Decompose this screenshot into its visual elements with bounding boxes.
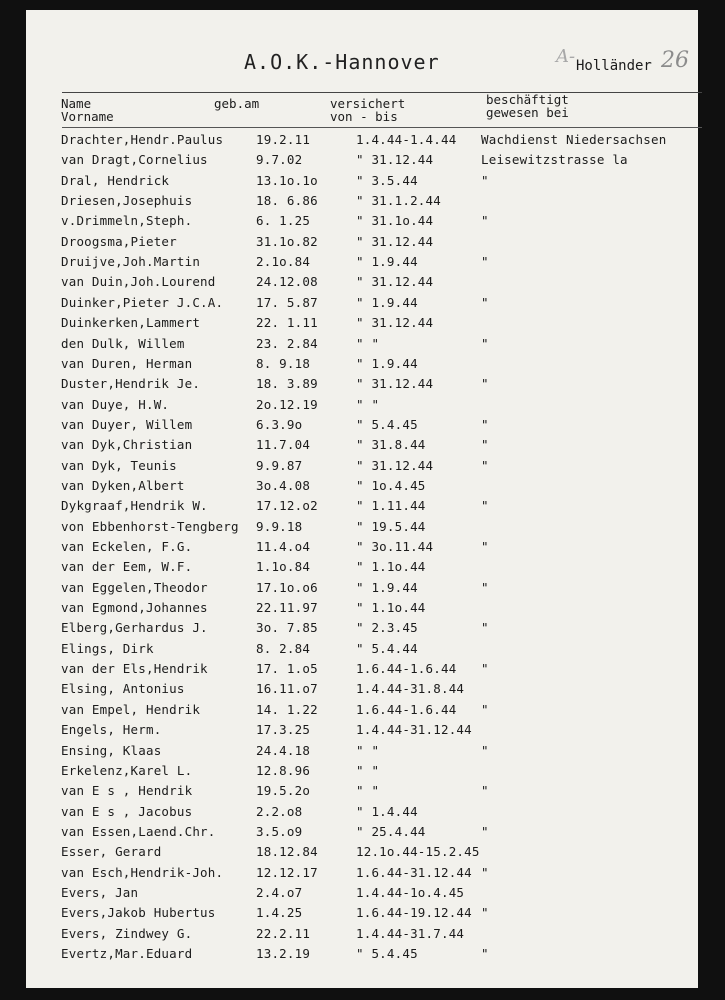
employer: "	[481, 864, 489, 880]
employer: "	[481, 823, 489, 839]
insured-period: " 31.12.44	[356, 457, 434, 473]
person-name: van Empel, Hendrik	[61, 701, 201, 717]
table-row	[26, 722, 698, 742]
employer: "	[481, 946, 489, 961]
table-row	[26, 498, 698, 518]
birth-date: 14. 1.22	[256, 701, 318, 717]
person-name: Evers, Jan	[61, 884, 139, 900]
col-name-label: Name	[61, 96, 92, 111]
col-insured-label: versichert	[330, 96, 406, 111]
insured-period: 1.6.44-1.6.44	[356, 701, 457, 717]
table-row	[26, 865, 698, 885]
employer: "	[481, 579, 489, 595]
employer: "	[481, 783, 489, 799]
birth-date: 16.11.o7	[256, 681, 318, 697]
birth-date: 2.1o.84	[256, 254, 311, 270]
insured-period: " "	[356, 742, 380, 758]
insured-period: " 2.3.45	[356, 620, 418, 636]
birth-date: 22. 1.11	[256, 315, 318, 331]
insured-period: 1.4.44-31.12.44	[356, 722, 472, 738]
table-row	[26, 783, 698, 803]
insured-period: 1.4.44-1.4.44	[356, 132, 457, 147]
person-name: Engels, Herm.	[61, 722, 162, 738]
birth-date: 22.11.97	[256, 600, 318, 616]
handwritten-mark: A-	[556, 46, 576, 67]
col-insured-range-label: von - bis	[330, 109, 398, 124]
employer: "	[481, 539, 489, 554]
insured-period: " 31.12.44	[356, 233, 434, 249]
table-row	[26, 885, 698, 905]
employer: "	[481, 294, 489, 310]
table-row	[26, 743, 698, 763]
person-name: van Essen,Laend.Chr.	[61, 823, 216, 839]
birth-date: 2o.12.19	[256, 396, 318, 412]
insured-period: " 31.8.44	[356, 437, 426, 453]
person-name: van Duren, Herman	[61, 355, 193, 371]
person-name: Elberg,Gerhardus J.	[61, 620, 208, 636]
person-name: van Duye, H.W.	[61, 396, 170, 412]
insured-period: " 1.9.44	[356, 294, 418, 310]
employer: "	[481, 457, 489, 473]
table-row	[26, 681, 698, 701]
insured-period: " 1.9.44	[356, 355, 418, 371]
insured-period: " 3.5.44	[356, 172, 418, 188]
document-title: A.O.K.-Hannover	[244, 50, 440, 74]
insured-period: " 31.12.44	[356, 376, 434, 392]
birth-date: 3o.4.08	[256, 477, 311, 493]
employer: "	[481, 701, 489, 717]
person-name: van E s , Jacobus	[61, 803, 193, 819]
employer: Leisewitzstrasse la	[481, 152, 628, 168]
insured-period: " 1.4.44	[356, 803, 418, 819]
birth-date: 23. 2.84	[256, 335, 318, 351]
employer: "	[481, 742, 489, 758]
table-row	[26, 620, 698, 640]
person-name: van Dyk, Teunis	[61, 457, 177, 473]
person-name: Droogsma,Pieter	[61, 233, 177, 249]
birth-date: 8. 9.18	[256, 355, 311, 371]
insured-period: " "	[356, 762, 380, 778]
table-row	[26, 437, 698, 457]
birth-date: 17.3.25	[256, 722, 311, 738]
col-employer-label: gewesen bei	[486, 105, 569, 120]
insured-period: " "	[356, 335, 380, 351]
person-name: Duster,Hendrik Je.	[61, 376, 201, 392]
birth-date: 1.1o.84	[256, 559, 311, 575]
person-name: van Dyk,Christian	[61, 437, 193, 453]
birth-date: 11.7.04	[256, 437, 311, 453]
person-name: van Dyken,Albert	[61, 477, 185, 493]
person-name: Duinkerken,Lammert	[61, 315, 201, 331]
person-name: Duinker,Pieter J.C.A.	[61, 294, 224, 310]
person-name: van Duin,Joh.Lourend	[61, 274, 216, 290]
table-row	[26, 641, 698, 661]
header-top-rule	[62, 92, 702, 93]
employer: "	[481, 905, 489, 921]
birth-date: 19.2.11	[256, 132, 311, 147]
insured-period: 1.4.44-1o.4.45	[356, 884, 465, 900]
employer: "	[481, 213, 489, 229]
table-row	[26, 356, 698, 376]
table-row	[26, 376, 698, 396]
employer: "	[481, 416, 489, 432]
category-label: Holländer	[576, 58, 652, 74]
insured-period: " 3o.11.44	[356, 539, 434, 554]
table-row	[26, 844, 698, 864]
insured-period: " 19.5.44	[356, 518, 426, 534]
page-number: 26	[661, 48, 689, 73]
birth-date: 18.12.84	[256, 844, 318, 860]
insured-period: " 31.12.44	[356, 315, 434, 331]
col-firstname-label: Vorname	[61, 109, 114, 124]
person-name: van E s , Hendrik	[61, 783, 193, 799]
table-row	[26, 905, 698, 925]
insured-period: 1.4.44-31.8.44	[356, 681, 465, 697]
employer: "	[481, 661, 489, 677]
table-row	[26, 478, 698, 498]
birth-date: 3o. 7.85	[256, 620, 318, 636]
employer: "	[481, 620, 489, 636]
table-row	[26, 519, 698, 539]
person-name: van Esch,Hendrik-Joh.	[61, 864, 224, 880]
birth-date: 17.1o.o6	[256, 579, 318, 595]
person-name: Evers, Zindwey G.	[61, 925, 193, 941]
table-row	[26, 946, 698, 966]
birth-date: 9.9.18	[256, 518, 303, 534]
insured-period: " 31.1.2.44	[356, 193, 441, 209]
insured-period: " 31.12.44	[356, 274, 434, 290]
table-row	[26, 804, 698, 824]
person-name: van Eckelen, F.G.	[61, 539, 193, 554]
insured-period: 1.6.44-1.6.44	[356, 661, 457, 677]
person-name: Dykgraaf,Hendrik W.	[61, 498, 208, 514]
person-name: Drachter,Hendr.Paulus	[61, 132, 224, 147]
birth-date: 22.2.11	[256, 925, 311, 941]
birth-date: 13.1o.1o	[256, 172, 318, 188]
birth-date: 19.5.2o	[256, 783, 311, 799]
table-row	[26, 173, 698, 193]
employer: "	[481, 254, 489, 270]
birth-date: 24.4.18	[256, 742, 311, 758]
insured-period: " "	[356, 396, 380, 412]
table-row	[26, 417, 698, 437]
person-name: Druijve,Joh.Martin	[61, 254, 201, 270]
table-row	[26, 336, 698, 356]
birth-date: 9.9.87	[256, 457, 303, 473]
insured-period: " 1.9.44	[356, 579, 418, 595]
table-row	[26, 824, 698, 844]
insured-period: " 5.4.44	[356, 640, 418, 656]
person-name: Ensing, Klaas	[61, 742, 162, 758]
birth-date: 6. 1.25	[256, 213, 311, 229]
person-name: van Duyer, Willem	[61, 416, 193, 432]
birth-date: 2.4.o7	[256, 884, 303, 900]
table-row	[26, 661, 698, 681]
insured-period: " 1.1o.44	[356, 600, 426, 616]
employer: "	[481, 172, 489, 188]
table-row	[26, 539, 698, 559]
birth-date: 13.2.19	[256, 946, 311, 961]
insured-period: " 1.1o.44	[356, 559, 426, 575]
table-row	[26, 600, 698, 620]
insured-period: " 31.12.44	[356, 152, 434, 168]
document-page	[26, 10, 698, 988]
insured-period: 1.6.44-31.12.44	[356, 864, 472, 880]
table-row	[26, 763, 698, 783]
employer: "	[481, 335, 489, 351]
insured-period: " 25.4.44	[356, 823, 426, 839]
table-row	[26, 926, 698, 946]
table-row	[26, 213, 698, 233]
insured-period: " 5.4.45	[356, 416, 418, 432]
person-name: Esser, Gerard	[61, 844, 162, 860]
person-name: Erkelenz,Karel L.	[61, 762, 193, 778]
table-row	[26, 254, 698, 274]
birth-date: 24.12.08	[256, 274, 318, 290]
table-row	[26, 559, 698, 579]
birth-date: 8. 2.84	[256, 640, 311, 656]
birth-date: 11.4.o4	[256, 539, 311, 554]
person-name: den Dulk, Willem	[61, 335, 185, 351]
employer: "	[481, 498, 489, 514]
table-row	[26, 132, 698, 152]
table-row	[26, 580, 698, 600]
table-row	[26, 274, 698, 294]
person-name: Elings, Dirk	[61, 640, 154, 656]
birth-date: 6.3.9o	[256, 416, 303, 432]
birth-date: 12.8.96	[256, 762, 311, 778]
table-row	[26, 234, 698, 254]
person-name: von Ebbenhorst-Tengberg	[61, 518, 239, 534]
person-name: van Egmond,Johannes	[61, 600, 208, 616]
table-row	[26, 397, 698, 417]
insured-period: " 1.11.44	[356, 498, 426, 514]
insured-period: 12.1o.44-15.2.45	[356, 844, 480, 860]
table-row	[26, 702, 698, 722]
person-name: Dral, Hendrick	[61, 172, 170, 188]
person-name: van der Eem, W.F.	[61, 559, 193, 575]
employer: Wachdienst Niedersachsen	[481, 132, 667, 147]
birth-date: 3.5.o9	[256, 823, 303, 839]
insured-period: " 31.1o.44	[356, 213, 434, 229]
insured-period: 1.6.44-19.12.44	[356, 905, 472, 921]
person-name: Elsing, Antonius	[61, 681, 185, 697]
birth-date: 18. 3.89	[256, 376, 318, 392]
person-name: v.Drimmeln,Steph.	[61, 213, 193, 229]
birth-date: 1.4.25	[256, 905, 303, 921]
table-row	[26, 295, 698, 315]
col-born-label: geb.am	[214, 96, 260, 111]
insured-period: " "	[356, 783, 380, 799]
insured-period: " 1o.4.45	[356, 477, 426, 493]
birth-date: 17. 1.o5	[256, 661, 318, 677]
person-name: Driesen,Josephuis	[61, 193, 193, 209]
birth-date: 2.2.o8	[256, 803, 303, 819]
table-row	[26, 458, 698, 478]
person-name: van Eggelen,Theodor	[61, 579, 208, 595]
birth-date: 31.1o.82	[256, 233, 318, 249]
birth-date: 9.7.02	[256, 152, 303, 168]
birth-date: 18. 6.86	[256, 193, 318, 209]
header-bottom-rule	[62, 127, 702, 128]
person-name: van der Els,Hendrik	[61, 661, 208, 677]
insured-period: " 5.4.45	[356, 946, 418, 961]
employer: "	[481, 437, 489, 453]
insured-period: " 1.9.44	[356, 254, 418, 270]
employer: "	[481, 376, 489, 392]
person-name: van Dragt,Cornelius	[61, 152, 208, 168]
birth-date: 12.12.17	[256, 864, 318, 880]
birth-date: 17.12.o2	[256, 498, 318, 514]
birth-date: 17. 5.87	[256, 294, 318, 310]
col-employed-label: beschäftigt	[486, 92, 569, 107]
table-row	[26, 193, 698, 213]
person-name: Evertz,Mar.Eduard	[61, 946, 193, 961]
insured-period: 1.4.44-31.7.44	[356, 925, 465, 941]
person-name: Evers,Jakob Hubertus	[61, 905, 216, 921]
table-row	[26, 315, 698, 335]
table-row	[26, 152, 698, 172]
